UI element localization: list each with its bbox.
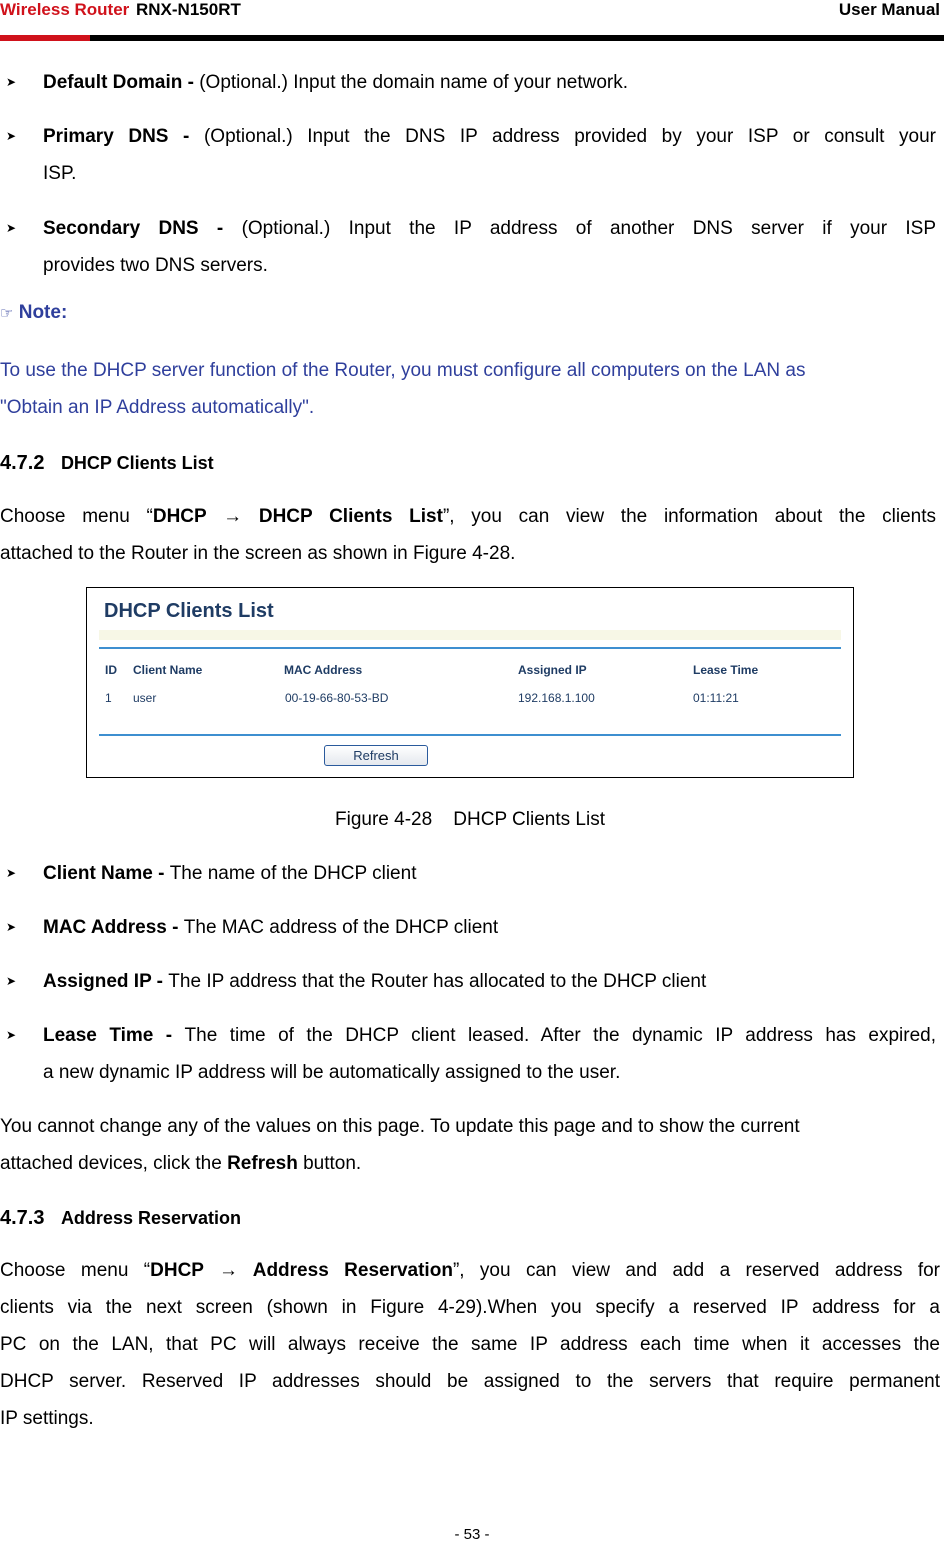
bullet-mac-address	[0, 909, 936, 946]
panel-title: DHCP Clients List	[104, 600, 274, 622]
para-line5: IP settings.	[0, 1408, 94, 1429]
menu-dhcp-clients-list: DHCP Clients List	[258, 506, 443, 527]
note-body	[0, 352, 944, 426]
bullet-term: MAC Address -	[43, 917, 184, 938]
col-header-client-name: Client Name	[133, 663, 203, 677]
menu-dhcp: DHCP	[152, 506, 207, 527]
para-text: ”, you can view the information about the clients	[442, 506, 936, 527]
bullet-assigned-ip	[0, 963, 936, 1000]
bullet-default-domain	[0, 64, 936, 101]
col-header-mac-address: MAC Address	[284, 663, 363, 677]
section-title: DHCP Clients List	[60, 453, 214, 473]
bullet-desc-line2: a new dynamic IP address will be automatically assigned to the user.	[43, 1062, 621, 1083]
cell-id: 1	[105, 691, 112, 705]
panel-divider-top	[99, 647, 841, 649]
menu-address-reservation: Address Reservation	[252, 1260, 453, 1281]
cell-mac-address: 00-19-66-80-53-BD	[285, 691, 389, 705]
bullet-desc: (Optional.) Input the DNS IP address provided by your ISP or consult your	[203, 126, 936, 147]
header-doc-type: User Manual	[838, 0, 940, 19]
bullet-desc: The MAC address of the DHCP client	[183, 917, 499, 938]
note-title: Note:	[18, 302, 68, 323]
header-rule-red	[0, 35, 90, 41]
para-line1: You cannot change any of the values on this page. To update this page and to show the current	[0, 1116, 800, 1137]
bullet-desc-line2: provides two DNS servers.	[43, 255, 268, 276]
figure-caption: Figure 4-28 DHCP Clients List	[335, 809, 605, 830]
arrow-bullet-icon: ➤	[6, 920, 17, 934]
para-line2: clients via the next screen (shown in Figure 4-29).When you specify a reserved IP address for a	[0, 1297, 940, 1318]
bullet-desc: The name of the DHCP client	[169, 863, 417, 884]
refresh-term: Refresh	[227, 1153, 298, 1174]
para-text: attached devices, click the	[0, 1153, 228, 1174]
bullet-desc: (Optional.) Input the domain name of your network.	[199, 72, 629, 93]
bullet-term: Client Name -	[43, 863, 170, 884]
cell-client-name: user	[133, 691, 157, 705]
bullet-desc: The IP address that the Router has allocated to the DHCP client	[168, 971, 707, 992]
para-text: ”, you can view and add a reserved address for	[452, 1260, 941, 1281]
section-number: 4.7.3	[0, 1207, 45, 1229]
bullet-secondary-dns	[0, 210, 936, 284]
para-line3: PC on the LAN, that PC will always receive the same IP address each time when it accesses the	[0, 1334, 940, 1355]
section-heading-473	[0, 1201, 241, 1237]
arrow-bullet-icon: ➤	[6, 974, 17, 988]
cell-assigned-ip: 192.168.1.100	[518, 691, 595, 705]
note-heading	[0, 298, 67, 329]
para-text: button.	[297, 1153, 362, 1174]
bullet-term: Primary DNS -	[43, 126, 204, 147]
dhcp-clients-list-screenshot	[86, 587, 854, 778]
cell-lease-time: 01:11:21	[693, 691, 739, 705]
refresh-button[interactable]: Refresh	[324, 745, 428, 766]
para-line2: attached to the Router in the screen as shown in Figure 4-28.	[0, 543, 516, 564]
bullet-term: Assigned IP -	[43, 971, 169, 992]
panel-band	[99, 630, 841, 640]
section-heading-472	[0, 446, 214, 482]
section-title: Address Reservation	[60, 1208, 242, 1228]
header-rule-black	[90, 35, 944, 41]
section-473-paragraph	[0, 1252, 940, 1437]
header-model: RNX-N150RT	[136, 0, 241, 19]
refresh-paragraph	[0, 1108, 936, 1182]
bullet-term: Secondary DNS -	[43, 218, 242, 239]
arrow-bullet-icon: ➤	[6, 221, 17, 235]
page-number: - 53 -	[454, 1526, 490, 1543]
bullet-desc: (Optional.) Input the IP address of another DNS server if your ISP	[241, 218, 936, 239]
col-header-assigned-ip: Assigned IP	[518, 663, 587, 677]
bullet-lease-time	[0, 1017, 936, 1091]
section-472-paragraph	[0, 498, 936, 572]
menu-dhcp: DHCP	[150, 1260, 204, 1281]
bullet-client-name	[0, 855, 936, 892]
pointing-hand-icon: ☞	[0, 305, 14, 322]
bullet-term: Lease Time -	[43, 1025, 185, 1046]
menu-arrow: →	[206, 506, 259, 527]
arrow-bullet-icon: ➤	[6, 1028, 17, 1042]
para-line4: DHCP server. Reserved IP addresses should be assigned to the servers that require permanent	[0, 1371, 940, 1392]
arrow-bullet-icon: ➤	[6, 129, 17, 143]
para-text: Choose menu “	[0, 506, 153, 527]
bullet-desc: The time of the DHCP client leased. After the dynamic IP address has expired,	[184, 1025, 936, 1046]
note-line1: To use the DHCP server function of the Router, you must configure all computers on the LAN as	[0, 360, 806, 381]
para-text: Choose menu “	[0, 1260, 151, 1281]
panel-divider-bottom	[99, 734, 841, 736]
menu-arrow: →	[203, 1260, 253, 1281]
bullet-term: Default Domain -	[43, 72, 200, 93]
arrow-bullet-icon: ➤	[6, 75, 17, 89]
arrow-bullet-icon: ➤	[6, 866, 17, 880]
note-line2: "Obtain an IP Address automatically".	[0, 397, 315, 418]
col-header-lease-time: Lease Time	[693, 663, 759, 677]
section-number: 4.7.2	[0, 452, 45, 474]
bullet-desc-line2: ISP.	[43, 163, 77, 184]
bullet-primary-dns	[0, 118, 936, 192]
header-product: Wireless Router	[0, 0, 130, 19]
col-header-id: ID	[105, 663, 117, 677]
